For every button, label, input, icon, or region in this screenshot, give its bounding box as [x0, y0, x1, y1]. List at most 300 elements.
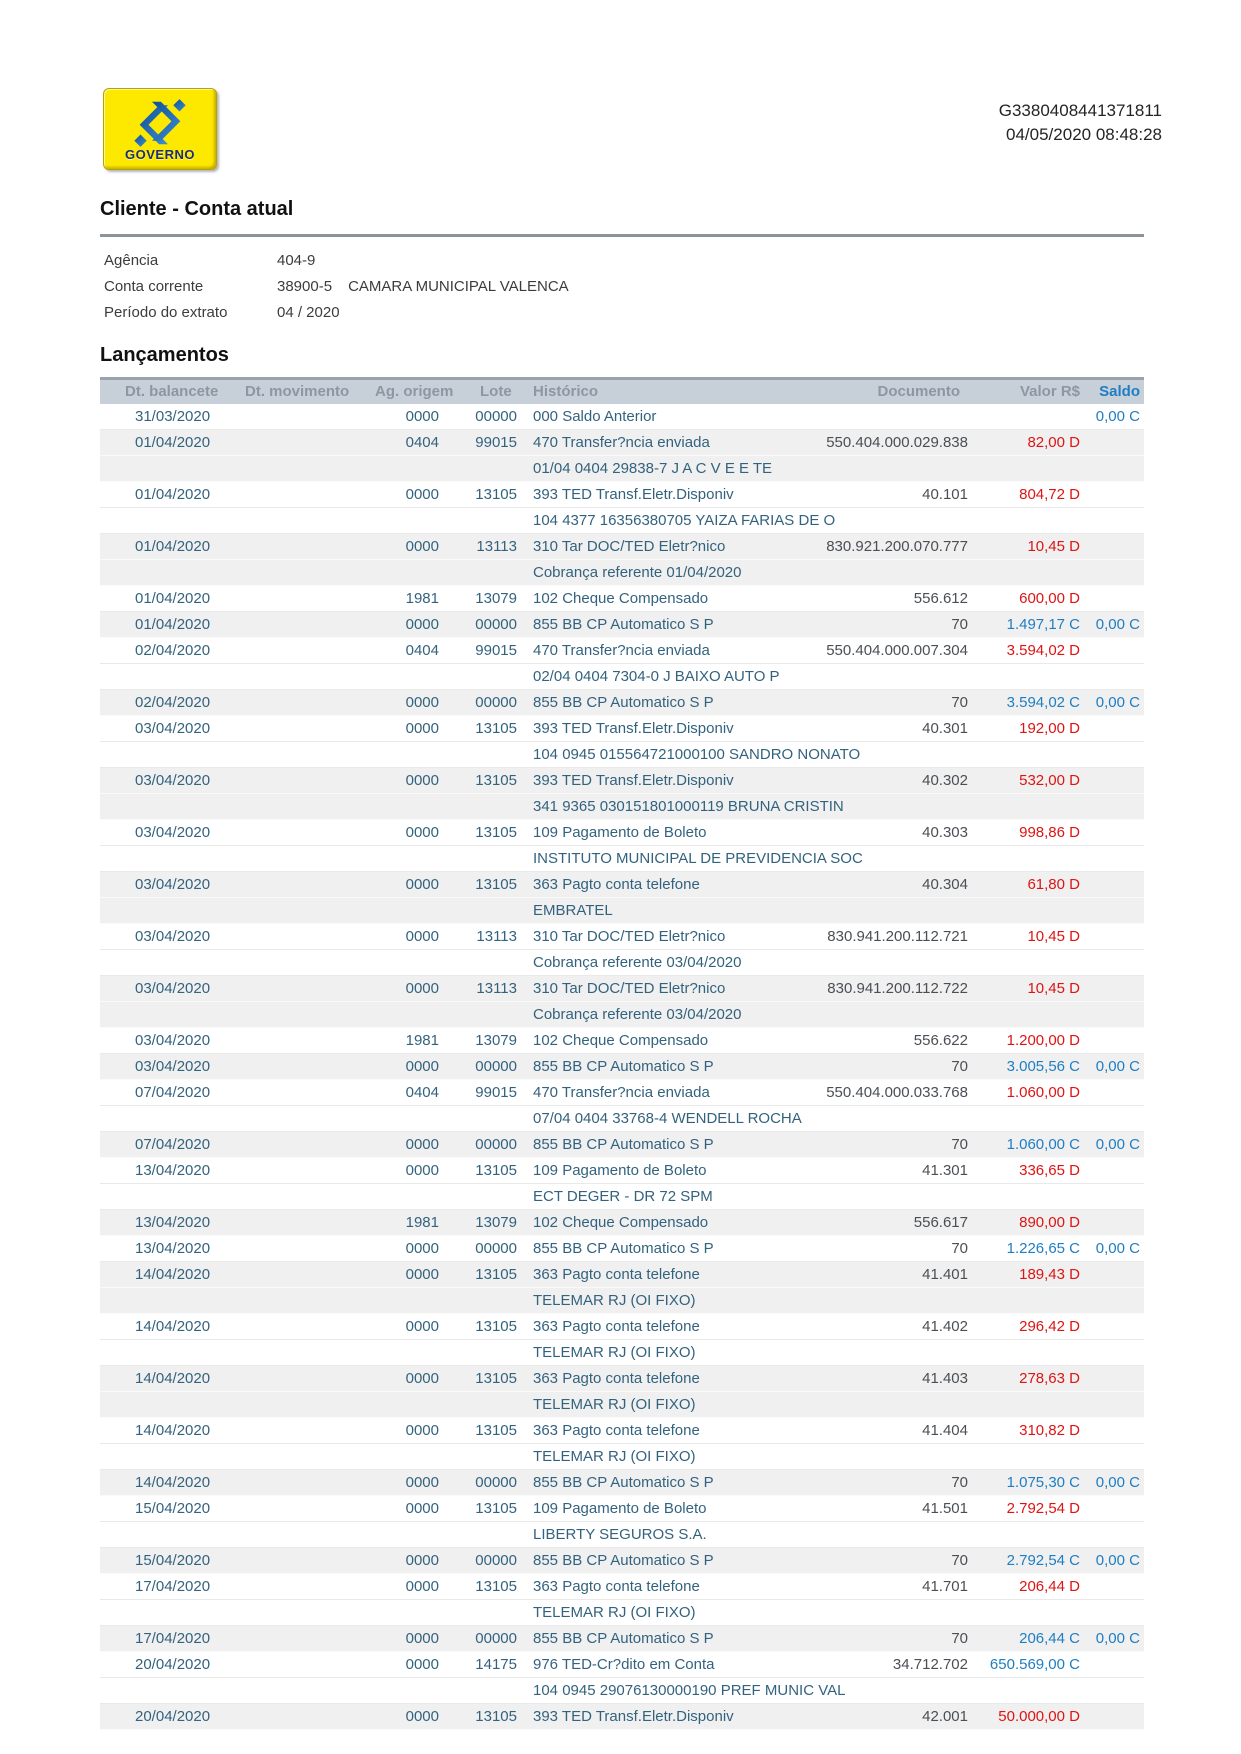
transaction-row: [100, 1548, 1144, 1574]
transaction-row: [100, 1132, 1144, 1158]
cell-saldo: [1084, 820, 1144, 845]
cell-dt-movimento: [245, 1080, 370, 1105]
cell-lote: 00000: [475, 1552, 517, 1569]
cell-documento: 70: [951, 1240, 968, 1257]
cell-lote: 00000: [475, 1136, 517, 1153]
cell-ag-origem: 0000: [405, 1162, 439, 1179]
cell-ag-origem: 0000: [405, 772, 439, 789]
cell-documento: 550.404.000.033.768: [826, 1084, 968, 1101]
cell-lote: 00000: [475, 1474, 517, 1491]
transaction-row: [100, 690, 1144, 716]
transaction-detail-row: [100, 1392, 1144, 1418]
cell-valor: 890,00 D: [1019, 1214, 1080, 1231]
cell-valor: 50.000,00 D: [998, 1708, 1080, 1725]
cell-saldo: [1084, 1080, 1144, 1105]
cell-valor: [968, 404, 1084, 429]
cell-lote: 13105: [475, 486, 517, 503]
transaction-detail-row: [100, 1678, 1144, 1704]
cell-dt-balancete: 14/04/2020: [135, 1474, 211, 1491]
transaction-detail-row: [100, 1522, 1144, 1548]
transaction-detail-row: [100, 742, 1144, 768]
cell-dt-movimento: [245, 976, 370, 1001]
cell-ag-origem: 0404: [405, 1084, 439, 1101]
cell-documento: 42.001: [922, 1708, 968, 1725]
cell-historico: 363 Pagto conta telefone: [533, 1422, 700, 1439]
cell-dt-balancete: 20/04/2020: [135, 1656, 211, 1673]
cell-dt-movimento: [245, 1496, 370, 1521]
cell-valor: 998,86 D: [1019, 824, 1080, 841]
cell-historico: 310 Tar DOC/TED Eletr?nico: [533, 538, 726, 555]
account-holder: CAMARA MUNICIPAL VALENCA: [348, 278, 569, 295]
cell-detail-text: 104 4377 16356380705 YAIZA FARIAS DE O: [533, 512, 836, 529]
cell-dt-balancete: 14/04/2020: [135, 1370, 211, 1387]
cell-valor: 804,72 D: [1019, 486, 1080, 503]
cell-documento: 70: [951, 1474, 968, 1491]
cell-lote: 13105: [475, 1318, 517, 1335]
transaction-row: [100, 1080, 1144, 1106]
cell-saldo: 0,00 C: [1095, 408, 1140, 425]
cell-detail-text: 104 0945 29076130000190 PREF MUNIC VAL: [533, 1682, 846, 1699]
cell-ag-origem: 1981: [405, 1032, 439, 1049]
account-info: [104, 248, 569, 326]
cell-historico: 109 Pagamento de Boleto: [533, 824, 707, 841]
cell-dt-movimento: [245, 430, 370, 455]
cell-documento: 830.941.200.112.722: [827, 980, 968, 997]
period-label: Período do extrato: [104, 304, 228, 321]
cell-dt-balancete: 03/04/2020: [135, 876, 211, 893]
cell-documento: 556.622: [913, 1032, 968, 1049]
transaction-row: [100, 1262, 1144, 1288]
cell-historico: 000 Saldo Anterior: [533, 408, 657, 425]
transaction-detail-row: [100, 1600, 1144, 1626]
cell-detail-text: 341 9365 030151801000119 BRUNA CRISTIN: [533, 798, 844, 815]
cell-historico: 976 TED-Cr?dito em Conta: [533, 1656, 715, 1673]
cell-detail-text: LIBERTY SEGUROS S.A.: [533, 1526, 707, 1543]
cell-detail-text: Cobrança referente 03/04/2020: [533, 954, 742, 971]
transaction-row: [100, 1470, 1144, 1496]
cell-dt-movimento: [245, 690, 370, 715]
page-title: Cliente - Conta atual: [100, 198, 294, 220]
cell-historico: 109 Pagamento de Boleto: [533, 1162, 707, 1179]
cell-documento: 556.612: [913, 590, 968, 607]
cell-valor: 206,44 D: [1019, 1578, 1080, 1595]
cell-lote: 13105: [475, 1422, 517, 1439]
cell-valor: 1.075,30 C: [1006, 1474, 1080, 1491]
transaction-row: [100, 820, 1144, 846]
bb-emblem-icon: [129, 98, 191, 148]
cell-ag-origem: 0000: [405, 980, 439, 997]
transaction-row: [100, 612, 1144, 638]
cell-historico: 855 BB CP Automatico S P: [533, 616, 714, 633]
cell-saldo: 0,00 C: [1095, 694, 1140, 711]
cell-lote: 13079: [475, 1214, 517, 1231]
cell-historico: 310 Tar DOC/TED Eletr?nico: [533, 980, 726, 997]
cell-historico: 393 TED Transf.Eletr.Disponiv: [533, 1708, 734, 1725]
cell-documento: 40.302: [922, 772, 968, 789]
cell-ag-origem: 0000: [405, 616, 439, 633]
cell-saldo: [1084, 430, 1144, 455]
transaction-row: [100, 768, 1144, 794]
cell-dt-balancete: 14/04/2020: [135, 1422, 211, 1439]
transaction-detail-row: [100, 1340, 1144, 1366]
cell-documento: 70: [951, 1058, 968, 1075]
transaction-row: [100, 976, 1144, 1002]
transaction-row: [100, 1574, 1144, 1600]
cell-valor: 310,82 D: [1019, 1422, 1080, 1439]
cell-documento: 830.921.200.070.777: [826, 538, 968, 555]
cell-historico: 855 BB CP Automatico S P: [533, 1058, 714, 1075]
cell-documento: 550.404.000.007.304: [826, 642, 968, 659]
cell-valor: 2.792,54 C: [1006, 1552, 1080, 1569]
document-code: G3380408441371811: [998, 101, 1162, 120]
cell-historico: 855 BB CP Automatico S P: [533, 1552, 714, 1569]
cell-detail-text: TELEMAR RJ (OI FIXO): [533, 1396, 696, 1413]
cell-saldo: [1084, 1210, 1144, 1235]
cell-detail-text: INSTITUTO MUNICIPAL DE PREVIDENCIA SOC: [533, 850, 863, 867]
cell-ag-origem: 0000: [405, 1058, 439, 1075]
cell-historico: 363 Pagto conta telefone: [533, 1266, 700, 1283]
cell-dt-movimento: [245, 1054, 370, 1079]
cell-ag-origem: 0000: [405, 1474, 439, 1491]
cell-ag-origem: 0000: [405, 1578, 439, 1595]
transaction-detail-row: [100, 1106, 1144, 1132]
cell-valor: 10,45 D: [1027, 538, 1080, 555]
cell-documento: 70: [951, 1552, 968, 1569]
cell-documento: 70: [951, 1630, 968, 1647]
cell-ag-origem: 0000: [405, 694, 439, 711]
cell-documento: 40.101: [922, 486, 968, 503]
cell-lote: 00000: [475, 694, 517, 711]
cell-historico: 855 BB CP Automatico S P: [533, 1136, 714, 1153]
cell-documento: 40.304: [922, 876, 968, 893]
transaction-detail-row: [100, 1002, 1144, 1028]
cell-historico: 470 Transfer?ncia enviada: [533, 434, 710, 451]
cell-dt-balancete: 13/04/2020: [135, 1162, 211, 1179]
cell-documento: 550.404.000.029.838: [826, 434, 968, 451]
cell-ag-origem: 0000: [405, 1422, 439, 1439]
transaction-row: [100, 1210, 1144, 1236]
cell-saldo: [1084, 716, 1144, 741]
cell-historico: 310 Tar DOC/TED Eletr?nico: [533, 928, 726, 945]
transaction-detail-row: [100, 664, 1144, 690]
cell-dt-movimento: [245, 1470, 370, 1495]
cell-dt-balancete: 03/04/2020: [135, 1032, 211, 1049]
cell-dt-movimento: [245, 1028, 370, 1053]
cell-lote: 14175: [475, 1656, 517, 1673]
cell-saldo: [1084, 1314, 1144, 1339]
cell-saldo: [1084, 1366, 1144, 1391]
cell-lote: 00000: [475, 1240, 517, 1257]
transaction-row: [100, 1314, 1144, 1340]
cell-lote: 13105: [475, 1578, 517, 1595]
cell-dt-balancete: 01/04/2020: [135, 590, 211, 607]
transaction-row: [100, 1496, 1144, 1522]
cell-valor: 1.497,17 C: [1006, 616, 1080, 633]
cell-saldo: [1084, 768, 1144, 793]
cell-saldo: [1084, 586, 1144, 611]
cell-dt-balancete: 31/03/2020: [135, 408, 211, 425]
transaction-row: [100, 924, 1144, 950]
cell-ag-origem: 1981: [405, 590, 439, 607]
cell-valor: 336,65 D: [1019, 1162, 1080, 1179]
cell-valor: 278,63 D: [1019, 1370, 1080, 1387]
cell-dt-balancete: 20/04/2020: [135, 1708, 211, 1725]
cell-dt-balancete: 07/04/2020: [135, 1136, 211, 1153]
cell-lote: 13079: [475, 1032, 517, 1049]
transaction-row: [100, 1158, 1144, 1184]
cell-dt-movimento: [245, 482, 370, 507]
cell-saldo: 0,00 C: [1095, 616, 1140, 633]
document-timestamp: 04/05/2020 08:48:28: [1006, 125, 1162, 144]
cell-dt-movimento: [245, 534, 370, 559]
cell-documento: 70: [951, 1136, 968, 1153]
transaction-row: [100, 1054, 1144, 1080]
cell-saldo: [1084, 976, 1144, 1001]
cell-dt-balancete: 01/04/2020: [135, 538, 211, 555]
cell-ag-origem: 0000: [405, 1136, 439, 1153]
cell-historico: 363 Pagto conta telefone: [533, 1578, 700, 1595]
transaction-detail-row: [100, 508, 1144, 534]
cell-dt-movimento: [245, 638, 370, 663]
transaction-detail-row: [100, 794, 1144, 820]
cell-historico: 102 Cheque Compensado: [533, 1214, 709, 1231]
cell-valor: 10,45 D: [1027, 980, 1080, 997]
cell-dt-movimento: [245, 716, 370, 741]
cell-ag-origem: 0000: [405, 876, 439, 893]
cell-saldo: 0,00 C: [1095, 1474, 1140, 1491]
cell-valor: 3.594,02 C: [1006, 694, 1080, 711]
cell-saldo: [1084, 638, 1144, 663]
transaction-detail-row: [100, 1444, 1144, 1470]
cell-valor: 189,43 D: [1019, 1266, 1080, 1283]
cell-detail-text: 01/04 0404 29838-7 J A C V E E TE: [533, 460, 773, 477]
cell-lote: 00000: [475, 1630, 517, 1647]
cell-dt-balancete: 03/04/2020: [135, 772, 211, 789]
cell-saldo: [1084, 1418, 1144, 1443]
cell-dt-movimento: [245, 1314, 370, 1339]
transaction-row: [100, 1652, 1144, 1678]
cell-dt-balancete: 03/04/2020: [135, 928, 211, 945]
cell-dt-balancete: 03/04/2020: [135, 1058, 211, 1075]
cell-documento: 556.617: [913, 1214, 968, 1231]
period-value: 04 / 2020: [277, 304, 340, 321]
cell-valor: 10,45 D: [1027, 928, 1080, 945]
cell-historico: 102 Cheque Compensado: [533, 590, 709, 607]
cell-valor: 3.594,02 D: [1006, 642, 1080, 659]
cell-lote: 13105: [475, 1500, 517, 1517]
account-info-row: [104, 274, 569, 300]
cell-dt-movimento: [245, 1158, 370, 1183]
bank-logo: [103, 88, 217, 170]
cell-detail-text: ECT DEGER - DR 72 SPM: [533, 1188, 713, 1205]
cell-documento: 70: [951, 616, 968, 633]
cell-historico: 363 Pagto conta telefone: [533, 1318, 700, 1335]
cell-lote: 13079: [475, 590, 517, 607]
cell-dt-movimento: [245, 586, 370, 611]
cell-valor: 61,80 D: [1027, 876, 1080, 893]
cell-dt-movimento: [245, 872, 370, 897]
transaction-row: [100, 1366, 1144, 1392]
cell-saldo: [1084, 1262, 1144, 1287]
transaction-row: [100, 1626, 1144, 1652]
cell-lote: 13105: [475, 1266, 517, 1283]
cell-historico: 470 Transfer?ncia enviada: [533, 1084, 710, 1101]
cell-detail-text: TELEMAR RJ (OI FIXO): [533, 1292, 696, 1309]
cell-dt-balancete: 02/04/2020: [135, 642, 211, 659]
cell-historico: 855 BB CP Automatico S P: [533, 1630, 714, 1647]
cell-valor: 82,00 D: [1027, 434, 1080, 451]
cell-ag-origem: 0000: [405, 1630, 439, 1647]
agency-value: 404-9: [277, 252, 316, 269]
cell-dt-movimento: [245, 1418, 370, 1443]
cell-ag-origem: 0000: [405, 486, 439, 503]
cell-saldo: [1084, 1496, 1144, 1521]
cell-saldo: [1084, 924, 1144, 949]
cell-dt-balancete: 17/04/2020: [135, 1630, 211, 1647]
cell-historico: 363 Pagto conta telefone: [533, 1370, 700, 1387]
cell-historico: 855 BB CP Automatico S P: [533, 1474, 714, 1491]
transaction-row: [100, 1028, 1144, 1054]
cell-dt-balancete: 13/04/2020: [135, 1240, 211, 1257]
cell-documento: 70: [951, 694, 968, 711]
cell-detail-text: 02/04 0404 7304-0 J BAIXO AUTO P: [533, 668, 780, 685]
cell-detail-text: Cobrança referente 01/04/2020: [533, 564, 742, 581]
transactions-body: [100, 404, 1144, 1730]
cell-saldo: 0,00 C: [1095, 1240, 1140, 1257]
cell-ag-origem: 0000: [405, 1708, 439, 1725]
cell-ag-origem: 0000: [405, 928, 439, 945]
cell-ag-origem: 0404: [405, 434, 439, 451]
cell-detail-text: TELEMAR RJ (OI FIXO): [533, 1604, 696, 1621]
transaction-row: [100, 716, 1144, 742]
cell-dt-movimento: [245, 820, 370, 845]
cell-lote: 13105: [475, 772, 517, 789]
cell-lote: 00000: [475, 408, 517, 425]
cell-historico: 855 BB CP Automatico S P: [533, 1240, 714, 1257]
account-label: Conta corrente: [104, 278, 204, 295]
cell-documento: 41.403: [922, 1370, 968, 1387]
cell-ag-origem: 0000: [405, 408, 439, 425]
cell-documento: 41.301: [922, 1162, 968, 1179]
cell-saldo: 0,00 C: [1095, 1136, 1140, 1153]
cell-dt-balancete: 15/04/2020: [135, 1500, 211, 1517]
account-number: 38900-5: [277, 278, 333, 295]
cell-valor: 1.200,00 D: [1006, 1032, 1080, 1049]
cell-detail-text: TELEMAR RJ (OI FIXO): [533, 1448, 696, 1465]
cell-documento: 41.402: [922, 1318, 968, 1335]
transaction-row: [100, 1236, 1144, 1262]
col-header-dt-balancete: Dt. balancete: [125, 383, 219, 400]
transaction-detail-row: [100, 898, 1144, 924]
cell-valor: 296,42 D: [1019, 1318, 1080, 1335]
cell-saldo: [1084, 1158, 1144, 1183]
cell-dt-movimento: [245, 1132, 370, 1157]
transaction-row: [100, 638, 1144, 664]
cell-detail-text: 104 0945 015564721000100 SANDRO NONATO: [533, 746, 861, 763]
cell-ag-origem: 0000: [405, 1266, 439, 1283]
cell-lote: 13105: [475, 1708, 517, 1725]
transactions-table: [100, 377, 1144, 1730]
cell-valor: 532,00 D: [1019, 772, 1080, 789]
cell-valor: 192,00 D: [1019, 720, 1080, 737]
cell-dt-balancete: 15/04/2020: [135, 1552, 211, 1569]
cell-dt-balancete: 03/04/2020: [135, 824, 211, 841]
cell-dt-movimento: [245, 768, 370, 793]
account-info-row: [104, 300, 569, 326]
cell-dt-movimento: [245, 1652, 370, 1677]
cell-lote: 99015: [475, 434, 517, 451]
cell-dt-balancete: 01/04/2020: [135, 486, 211, 503]
cell-valor: 1.226,65 C: [1006, 1240, 1080, 1257]
col-header-saldo: Saldo: [1099, 383, 1140, 400]
cell-historico: 393 TED Transf.Eletr.Disponiv: [533, 772, 734, 789]
transaction-detail-row: [100, 1288, 1144, 1314]
cell-saldo: [1084, 1704, 1144, 1729]
cell-lote: 13113: [476, 538, 517, 555]
cell-lote: 13105: [475, 720, 517, 737]
cell-saldo: 0,00 C: [1095, 1552, 1140, 1569]
agency-label: Agência: [104, 252, 159, 269]
cell-valor: 3.005,56 C: [1006, 1058, 1080, 1075]
cell-documento: 40.301: [922, 720, 968, 737]
cell-detail-text: 07/04 0404 33768-4 WENDELL ROCHA: [533, 1110, 802, 1127]
cell-ag-origem: 0000: [405, 824, 439, 841]
cell-saldo: 0,00 C: [1095, 1630, 1140, 1647]
cell-ag-origem: 0000: [405, 1318, 439, 1335]
cell-detail-text: EMBRATEL: [533, 902, 613, 919]
col-header-documento: Documento: [877, 383, 960, 400]
cell-dt-balancete: 17/04/2020: [135, 1578, 211, 1595]
cell-ag-origem: 0000: [405, 1240, 439, 1257]
col-header-ag-origem: Ag. origem: [375, 383, 454, 400]
cell-lote: 13105: [475, 1162, 517, 1179]
cell-historico: 102 Cheque Compensado: [533, 1032, 709, 1049]
cell-historico: 109 Pagamento de Boleto: [533, 1500, 707, 1517]
cell-dt-movimento: [245, 1236, 370, 1261]
cell-dt-movimento: [245, 1262, 370, 1287]
cell-documento: 41.401: [922, 1266, 968, 1283]
transaction-detail-row: [100, 456, 1144, 482]
cell-documento: 34.712.702: [892, 1656, 968, 1673]
cell-lote: 13105: [475, 876, 517, 893]
cell-lote: 13105: [475, 1370, 517, 1387]
cell-saldo: [1084, 1652, 1144, 1677]
cell-documento: 830.941.200.112.721: [827, 928, 968, 945]
transaction-detail-row: [100, 560, 1144, 586]
cell-lote: 00000: [475, 1058, 517, 1075]
cell-saldo: [1084, 1028, 1144, 1053]
logo-governo-label: GOVERNO: [125, 147, 195, 162]
transaction-detail-row: [100, 846, 1144, 872]
cell-valor: 1.060,00 C: [1006, 1136, 1080, 1153]
cell-valor: 650.569,00 C: [989, 1656, 1080, 1673]
cell-saldo: [1084, 482, 1144, 507]
cell-dt-movimento: [245, 1574, 370, 1599]
cell-dt-balancete: 03/04/2020: [135, 720, 211, 737]
cell-lote: 13113: [476, 980, 517, 997]
cell-lote: 00000: [475, 616, 517, 633]
cell-dt-balancete: 01/04/2020: [135, 616, 211, 633]
col-header-lote: Lote: [480, 383, 512, 400]
transaction-row: [100, 586, 1144, 612]
cell-dt-movimento: [245, 1210, 370, 1235]
cell-ag-origem: 0000: [405, 538, 439, 555]
transaction-row: [100, 1704, 1144, 1730]
table-header-row: [100, 377, 1144, 404]
cell-ag-origem: 0000: [405, 1370, 439, 1387]
account-info-row: [104, 248, 569, 274]
cell-historico: 363 Pagto conta telefone: [533, 876, 700, 893]
